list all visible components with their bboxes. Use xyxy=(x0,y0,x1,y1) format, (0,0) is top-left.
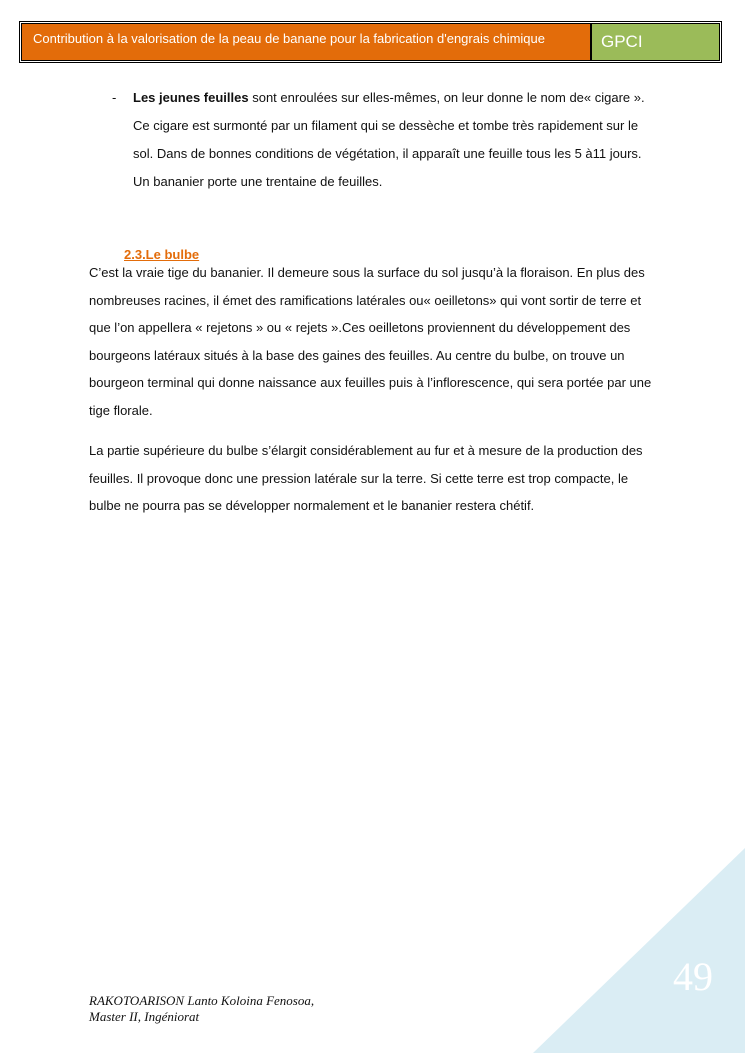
page-number: 49 xyxy=(673,954,713,999)
paragraph: C’est la vraie tige du bananier. Il demeure sous la surface du sol jusqu’à la floraison. En plus des nombreuses racines, il émet des ramifications latérales ou« oeilletons» qui vont sortir de terre et que l’on appellera « rejetons » ou « rejets ».Ces oeilletons proviennent du développement des bourgeons latéraux situés à la base des gaines des feuilles. Au centre du bulbe, on trouve un bourgeon terminal qui donne naissance aux feuilles puis à l’inflorescence, qui sera portée par une tige florale. xyxy=(89,265,652,418)
paragraph: La partie supérieure du bulbe s’élargit considérablement au fur et à mesure de la production des feuilles. Il provoque donc une pression latérale sur la terre. Si cette terre est trop compacte, le bulbe ne pourra pas se développer normalement et le bananier restera chétif. xyxy=(89,443,643,513)
header-title: Contribution à la valorisation de la peau de banane pour la fabrication d'engrais chimique xyxy=(22,24,590,60)
section-heading: 2.3.Le bulbe xyxy=(124,247,200,262)
header-code: GPCI xyxy=(592,24,719,60)
corner-decoration xyxy=(533,848,745,1053)
footer-degree: Master II, Ingéniorat xyxy=(89,1009,200,1024)
bullet-item xyxy=(112,84,652,196)
bullet-body xyxy=(133,84,652,196)
bullet-term: Les jeunes feuilles xyxy=(133,90,249,105)
bullet-text: sont enroulées sur elles-mêmes, on leur donne le nom de« cigare ». Ce cigare est surmonté par un filament qui se dessèche et tombe très rapidement sur le sol. Dans de bonnes conditions de végétation, il apparaît une feuille tous les 5 à11 jours. Un bananier porte une trentaine de feuilles. xyxy=(133,90,645,189)
page-header xyxy=(19,21,722,63)
page-footer xyxy=(89,993,314,1025)
footer-author: RAKOTOARISON Lanto Koloina Fenosoa, xyxy=(89,993,315,1008)
bullet-marker: - xyxy=(112,90,117,105)
